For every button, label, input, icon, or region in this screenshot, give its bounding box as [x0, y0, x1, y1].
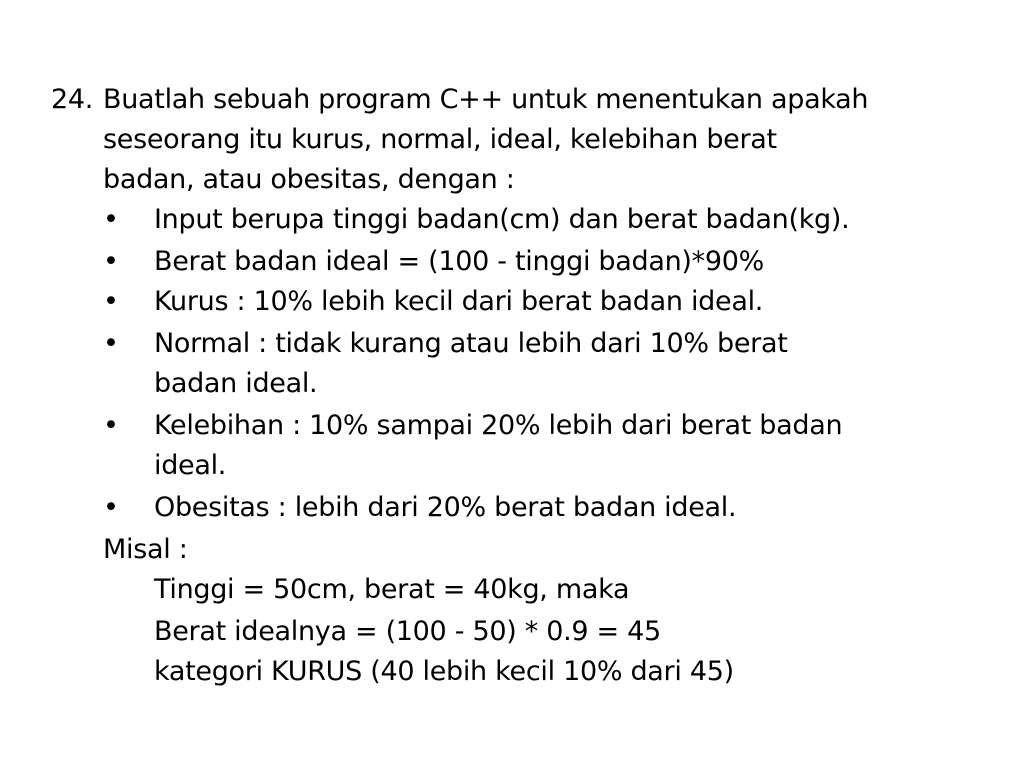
example-line-1: Tinggi = 50cm, berat = 40kg, maka [154, 574, 630, 605]
bullet-marker: • [103, 328, 119, 359]
example-label: Misal : [103, 534, 188, 565]
intro-line-2: seseorang itu kurus, normal, ideal, kelebihan berat [103, 124, 777, 155]
bullet-marker: • [103, 410, 119, 441]
bullet-input: Input berupa tinggi badan(cm) dan berat badan(kg). [154, 204, 850, 235]
bullet-marker: • [103, 204, 119, 235]
bullet-normal-line-2: badan ideal. [154, 368, 318, 399]
question-number: 24. [51, 84, 94, 115]
intro-line-1: Buatlah sebuah program C++ untuk menentukan apakah [103, 84, 869, 115]
intro-line-3: badan, atau obesitas, dengan : [103, 164, 515, 195]
bullet-marker: • [103, 492, 119, 523]
bullet-marker: • [103, 246, 119, 277]
bullet-obesitas: Obesitas : lebih dari 20% berat badan ideal. [154, 492, 737, 523]
bullet-normal-line-1: Normal : tidak kurang atau lebih dari 10% berat [154, 328, 788, 359]
bullet-ideal-weight: Berat badan ideal = (100 - tinggi badan)*90% [154, 246, 764, 277]
bullet-kurus: Kurus : 10% lebih kecil dari berat badan ideal. [154, 286, 764, 317]
bullet-kelebihan-line-2: ideal. [154, 450, 227, 481]
example-line-2: Berat idealnya = (100 - 50) * 0.9 = 45 [154, 616, 661, 647]
bullet-marker: • [103, 286, 119, 317]
example-line-3: kategori KURUS (40 lebih kecil 10% dari 45) [154, 656, 734, 687]
bullet-kelebihan-line-1: Kelebihan : 10% sampai 20% lebih dari berat badan [154, 410, 843, 441]
